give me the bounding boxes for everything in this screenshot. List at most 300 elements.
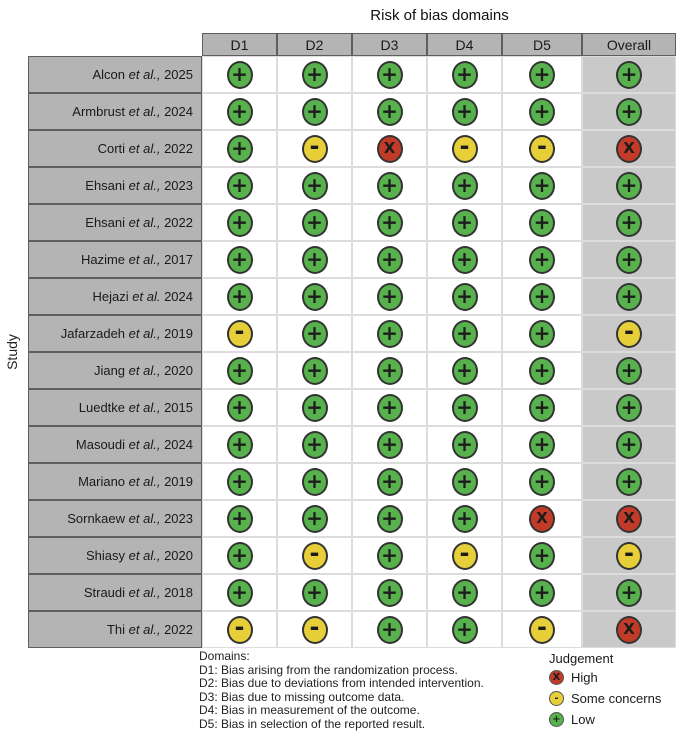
- plus-symbol: +: [533, 579, 551, 604]
- plus-symbol: +: [306, 246, 323, 271]
- rating-circle-low: [302, 283, 328, 311]
- legend-label-high: High: [571, 670, 598, 685]
- study-name: Straudi: [83, 585, 126, 600]
- rating-circle-low: [377, 98, 403, 126]
- rating-circle-low: [529, 357, 555, 385]
- rating-circle-low: [529, 579, 555, 607]
- rating-circle-low: [377, 209, 403, 237]
- plus-symbol: +: [231, 579, 248, 604]
- study-label: [28, 352, 202, 389]
- rating-cell: [582, 93, 676, 130]
- plus-symbol: +: [231, 61, 248, 86]
- rating-circle-low: [529, 246, 555, 274]
- rating-cell: [202, 93, 277, 130]
- plus-symbol: +: [533, 172, 551, 197]
- rating-circle-low: [302, 98, 328, 126]
- study-name: Ehsani: [85, 178, 126, 193]
- rating-circle-low: [616, 394, 642, 422]
- rating-cell: [277, 389, 352, 426]
- rating-circle-low: [529, 431, 555, 459]
- rating-cell: [582, 537, 676, 574]
- rating-circle-low: [616, 431, 642, 459]
- rating-circle-low: [302, 172, 328, 200]
- rating-cell: [202, 463, 277, 500]
- study-year: 2015: [164, 400, 193, 415]
- plus-symbol: +: [381, 616, 398, 641]
- plus-symbol: +: [620, 172, 638, 197]
- plus-symbol: +: [456, 431, 473, 456]
- study-year: 2022: [164, 215, 193, 230]
- study-year: 2025: [164, 67, 193, 82]
- rating-circle-low: [227, 98, 253, 126]
- column-header-overall: Overall: [582, 33, 676, 56]
- study-label: [28, 426, 202, 463]
- study-year: 2020: [164, 548, 193, 563]
- rating-circle-low: [302, 579, 328, 607]
- rating-circle-some: [302, 538, 328, 570]
- chart-title: Risk of bias domains: [370, 7, 509, 24]
- rating-cell: [582, 56, 676, 93]
- study-etal: et al.,: [128, 585, 161, 600]
- rating-cell: [352, 204, 427, 241]
- rating-cell: [502, 204, 582, 241]
- rating-cell: [427, 463, 502, 500]
- rating-circle-low: [227, 579, 253, 607]
- plus-symbol: +: [306, 357, 323, 382]
- minus-symbol: -: [554, 692, 559, 704]
- rating-cell: [352, 93, 427, 130]
- rating-circle-low: [377, 246, 403, 274]
- rating-cell: [427, 537, 502, 574]
- low-risk-icon: [549, 712, 564, 727]
- domain-definition-d5: D5: Bias in selection of the reported result.: [199, 716, 426, 731]
- rating-cell: [502, 130, 582, 167]
- rating-circle-low: [616, 468, 642, 496]
- study-year: 2017: [164, 252, 193, 267]
- plus-symbol: +: [456, 616, 473, 641]
- x-symbol: X: [383, 139, 396, 157]
- rating-circle-low: [377, 394, 403, 422]
- plus-symbol: +: [231, 135, 248, 160]
- plus-symbol: +: [306, 209, 323, 234]
- rating-cell: [202, 352, 277, 389]
- rating-cell: [502, 241, 582, 278]
- study-label: [28, 463, 202, 500]
- rating-circle-low: [377, 357, 403, 385]
- rating-cell: [427, 130, 502, 167]
- rating-cell: [352, 426, 427, 463]
- column-header-d1: D1: [202, 33, 277, 56]
- rating-cell: [582, 574, 676, 611]
- study-year: 2019: [164, 474, 193, 489]
- plus-symbol: +: [231, 172, 248, 197]
- plus-symbol: +: [533, 98, 551, 123]
- plus-symbol: +: [620, 579, 638, 604]
- study-year: 2022: [164, 622, 193, 637]
- rating-circle-low: [616, 61, 642, 89]
- study-etal: et al.: [132, 289, 161, 304]
- rating-cell: [202, 315, 277, 352]
- rating-cell: [582, 167, 676, 204]
- rating-cell: [352, 389, 427, 426]
- plus-symbol: +: [381, 98, 398, 123]
- rating-cell: [502, 611, 582, 648]
- plus-symbol: +: [456, 283, 473, 308]
- rating-cell: [427, 241, 502, 278]
- rating-circle-high: [616, 505, 642, 533]
- rating-circle-low: [452, 579, 478, 607]
- plus-symbol: +: [620, 61, 638, 86]
- rating-circle-low: [452, 283, 478, 311]
- high-risk-icon: [549, 670, 564, 685]
- plus-symbol: +: [533, 357, 551, 382]
- rating-cell: [582, 500, 676, 537]
- rating-circle-some: [302, 612, 328, 644]
- x-symbol: X: [552, 671, 561, 683]
- rating-circle-low: [227, 61, 253, 89]
- plus-symbol: +: [306, 505, 323, 530]
- study-label: [28, 56, 202, 93]
- rating-cell: [427, 611, 502, 648]
- rating-circle-low: [302, 246, 328, 274]
- plus-symbol: +: [456, 320, 473, 345]
- rating-circle-low: [227, 542, 253, 570]
- rating-circle-low: [302, 505, 328, 533]
- rating-circle-low: [377, 61, 403, 89]
- plus-symbol: +: [456, 172, 473, 197]
- study-etal: et al.,: [128, 474, 161, 489]
- rating-circle-low: [616, 283, 642, 311]
- plus-symbol: +: [620, 98, 638, 123]
- study-etal: et al.,: [128, 326, 161, 341]
- rating-circle-some: [616, 316, 642, 348]
- study-label: [28, 315, 202, 352]
- rating-cell: [352, 315, 427, 352]
- rating-cell: [277, 574, 352, 611]
- study-year: 2024: [164, 437, 193, 452]
- rating-circle-low: [377, 616, 403, 644]
- rating-circle-high: [616, 135, 642, 163]
- plus-symbol: +: [456, 98, 473, 123]
- rating-cell: [277, 93, 352, 130]
- study-name: Corti: [97, 141, 126, 156]
- rating-cell: [352, 537, 427, 574]
- plus-symbol: +: [306, 394, 323, 419]
- rating-circle-low: [529, 320, 555, 348]
- legend-item-low: [549, 712, 661, 727]
- rating-circle-low: [529, 468, 555, 496]
- rating-circle-low: [227, 357, 253, 385]
- rating-circle-low: [452, 246, 478, 274]
- rating-circle-low: [452, 209, 478, 237]
- rating-cell: [277, 352, 352, 389]
- domain-definition-d4: D4: Bias in measurement of the outcome.: [199, 703, 420, 717]
- rating-cell: [502, 93, 582, 130]
- plus-symbol: +: [231, 98, 248, 123]
- study-label: [28, 537, 202, 574]
- rating-circle-low: [452, 357, 478, 385]
- study-year: 2019: [164, 326, 193, 341]
- rating-cell: [502, 389, 582, 426]
- rating-circle-low: [302, 431, 328, 459]
- plus-symbol: +: [620, 431, 638, 456]
- rating-cell: [277, 56, 352, 93]
- x-symbol: X: [623, 509, 635, 527]
- rating-circle-low: [377, 579, 403, 607]
- study-label: [28, 500, 202, 537]
- plus-symbol: +: [456, 246, 473, 271]
- plus-symbol: +: [552, 713, 561, 725]
- rating-cell: [582, 426, 676, 463]
- rating-cell: [582, 278, 676, 315]
- rating-circle-low: [377, 505, 403, 533]
- rating-cell: [352, 167, 427, 204]
- rating-cell: [277, 500, 352, 537]
- rating-cell: [427, 426, 502, 463]
- x-symbol: X: [623, 620, 635, 638]
- study-etal: et al.,: [128, 511, 161, 526]
- rating-cell: [582, 315, 676, 352]
- study-label: [28, 278, 202, 315]
- plus-symbol: +: [620, 357, 638, 382]
- rating-cell: [582, 389, 676, 426]
- plus-symbol: +: [381, 246, 398, 271]
- rating-cell: [582, 352, 676, 389]
- rating-circle-low: [529, 394, 555, 422]
- rating-circle-low: [616, 98, 642, 126]
- plus-symbol: +: [456, 394, 473, 419]
- rating-circle-low: [452, 431, 478, 459]
- rating-cell: [502, 463, 582, 500]
- minus-symbol: -: [624, 316, 634, 345]
- study-label: [28, 93, 202, 130]
- rating-circle-low: [529, 209, 555, 237]
- rating-cell: [352, 56, 427, 93]
- plus-symbol: +: [381, 320, 398, 345]
- rating-circle-low: [529, 98, 555, 126]
- rating-cell: [427, 278, 502, 315]
- rating-cell: [502, 537, 582, 574]
- plus-symbol: +: [533, 246, 551, 271]
- plus-symbol: +: [456, 209, 473, 234]
- rating-cell: [582, 241, 676, 278]
- plus-symbol: +: [381, 357, 398, 382]
- domains-footnote: [199, 650, 484, 731]
- rating-circle-low: [377, 320, 403, 348]
- plus-symbol: +: [533, 283, 551, 308]
- study-label: [28, 130, 202, 167]
- minus-symbol: -: [624, 538, 634, 567]
- study-name: Ehsani: [85, 215, 126, 230]
- rating-circle-high: [616, 616, 642, 644]
- minus-symbol: -: [309, 538, 320, 567]
- legend-heading: Judgement: [549, 651, 614, 666]
- rating-circle-low: [302, 320, 328, 348]
- rating-cell: [427, 574, 502, 611]
- study-label: [28, 389, 202, 426]
- plus-symbol: +: [533, 320, 551, 345]
- plus-symbol: +: [381, 283, 398, 308]
- rating-circle-low: [227, 505, 253, 533]
- rating-cell: [277, 278, 352, 315]
- study-etal: et al.,: [128, 400, 161, 415]
- rating-cell: [352, 463, 427, 500]
- study-etal: et al.,: [128, 215, 161, 230]
- rating-cell: [502, 426, 582, 463]
- study-label: [28, 574, 202, 611]
- rating-cell: [427, 352, 502, 389]
- rating-cell: [202, 389, 277, 426]
- rating-cell: [202, 167, 277, 204]
- plus-symbol: +: [306, 61, 323, 86]
- rating-circle-low: [302, 468, 328, 496]
- study-name: Masoudi: [75, 437, 126, 452]
- rating-circle-low: [227, 209, 253, 237]
- plus-symbol: +: [306, 320, 323, 345]
- rating-cell: [277, 204, 352, 241]
- rating-circle-low: [452, 98, 478, 126]
- rating-cell: [202, 278, 277, 315]
- plus-symbol: +: [620, 394, 638, 419]
- rating-cell: [277, 130, 352, 167]
- rating-circle-low: [302, 209, 328, 237]
- rating-cell: [427, 500, 502, 537]
- plus-symbol: +: [456, 61, 473, 86]
- study-name: Shiasy: [86, 548, 126, 563]
- rating-circle-high: [377, 135, 403, 163]
- study-name: Sornkaew: [67, 511, 126, 526]
- plus-symbol: +: [533, 468, 551, 493]
- plus-symbol: +: [231, 357, 248, 382]
- plus-symbol: +: [456, 357, 473, 382]
- study-name: Jiang: [93, 363, 126, 378]
- rating-circle-low: [302, 357, 328, 385]
- plus-symbol: +: [381, 468, 398, 493]
- minus-symbol: -: [234, 612, 245, 641]
- rating-circle-low: [616, 172, 642, 200]
- plus-symbol: +: [231, 542, 248, 567]
- domains-heading: Domains:: [199, 649, 250, 663]
- study-etal: et al.,: [128, 67, 161, 82]
- plus-symbol: +: [381, 431, 398, 456]
- plus-symbol: +: [533, 542, 551, 567]
- rating-circle-low: [529, 172, 555, 200]
- plus-symbol: +: [533, 394, 551, 419]
- legend-label-some-concerns: Some concerns: [571, 691, 662, 706]
- study-name: Alcon: [92, 67, 126, 82]
- rating-circle-low: [377, 542, 403, 570]
- rating-cell: [352, 611, 427, 648]
- plus-symbol: +: [381, 61, 398, 86]
- plus-symbol: +: [533, 209, 551, 234]
- rating-circle-low: [227, 246, 253, 274]
- rating-circle-some: [529, 612, 555, 644]
- rating-cell: [502, 56, 582, 93]
- rating-circle-low: [377, 283, 403, 311]
- rating-cell: [202, 574, 277, 611]
- plus-symbol: +: [306, 579, 323, 604]
- plus-symbol: +: [381, 394, 398, 419]
- rating-cell: [352, 130, 427, 167]
- rating-circle-some: [302, 131, 328, 163]
- rating-circle-low: [377, 431, 403, 459]
- study-name: Armbrust: [72, 104, 126, 119]
- study-etal: et al.,: [128, 437, 161, 452]
- rating-cell: [277, 611, 352, 648]
- study-name: Hazime: [80, 252, 126, 267]
- y-axis-label: Study: [4, 334, 20, 370]
- plus-symbol: +: [456, 468, 473, 493]
- rating-circle-some: [616, 538, 642, 570]
- minus-symbol: -: [459, 538, 470, 567]
- minus-symbol: -: [309, 612, 320, 641]
- plus-symbol: +: [231, 505, 248, 530]
- rating-cell: [352, 500, 427, 537]
- study-name: Jafarzadeh: [60, 326, 126, 341]
- plus-symbol: +: [306, 468, 323, 493]
- rating-cell: [277, 426, 352, 463]
- study-label: [28, 167, 202, 204]
- study-etal: et al.,: [128, 104, 161, 119]
- table-corner-spacer: [28, 33, 202, 56]
- column-header-d3: D3: [352, 33, 427, 56]
- plus-symbol: +: [231, 394, 248, 419]
- plus-symbol: +: [231, 468, 248, 493]
- rating-cell: [352, 352, 427, 389]
- plus-symbol: +: [306, 172, 323, 197]
- rating-cell: [202, 611, 277, 648]
- rating-cell: [277, 315, 352, 352]
- rating-circle-low: [616, 209, 642, 237]
- plus-symbol: +: [620, 468, 638, 493]
- rating-circle-low: [616, 357, 642, 385]
- domain-definition-d3: D3: Bias due to missing outcome data.: [199, 689, 405, 704]
- column-header-d2: D2: [277, 33, 352, 56]
- rating-circle-high: [529, 505, 555, 533]
- plus-symbol: +: [381, 172, 398, 197]
- minus-symbol: -: [309, 131, 320, 160]
- rating-cell: [202, 56, 277, 93]
- study-name: Luedtke: [78, 400, 126, 415]
- rating-circle-low: [227, 468, 253, 496]
- plus-symbol: +: [456, 579, 473, 604]
- rating-circle-low: [227, 172, 253, 200]
- study-year: 2023: [164, 178, 193, 193]
- rating-cell: [202, 426, 277, 463]
- study-year: 2023: [164, 511, 193, 526]
- rating-cell: [427, 204, 502, 241]
- rating-cell: [427, 93, 502, 130]
- rating-circle-low: [529, 542, 555, 570]
- study-etal: et al.,: [128, 252, 161, 267]
- rating-cell: [277, 167, 352, 204]
- rating-cell: [277, 463, 352, 500]
- rating-cell: [202, 241, 277, 278]
- plus-symbol: +: [306, 431, 323, 456]
- study-year: 2022: [164, 141, 193, 156]
- plus-symbol: +: [533, 431, 551, 456]
- plus-symbol: +: [533, 61, 551, 86]
- rating-circle-low: [227, 394, 253, 422]
- rating-cell: [202, 500, 277, 537]
- rating-circle-low: [529, 61, 555, 89]
- column-header-d4: D4: [427, 33, 502, 56]
- rating-cell: [427, 56, 502, 93]
- rating-circle-some: [227, 612, 253, 644]
- plus-symbol: +: [231, 246, 248, 271]
- rating-circle-low: [302, 61, 328, 89]
- rating-cell: [277, 537, 352, 574]
